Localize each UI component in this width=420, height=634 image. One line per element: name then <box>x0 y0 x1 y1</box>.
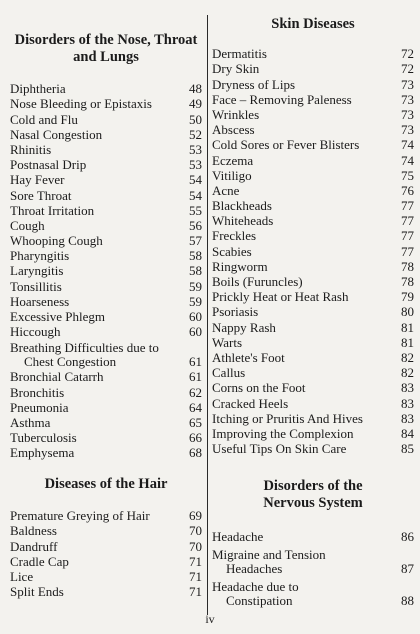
toc-entry <box>10 554 202 569</box>
toc-entry-title <box>212 214 392 228</box>
toc-entry-title-line: Sore Throat <box>10 187 72 203</box>
toc-entry-page-number: 55 <box>189 202 202 218</box>
toc-entry-title-line: Wrinkles <box>212 106 260 122</box>
toc-entry-page-number: 77 <box>401 228 414 244</box>
toc-entry-title <box>10 540 180 554</box>
toc-entry-title <box>10 341 180 369</box>
toc-entry-page-number: 87 <box>401 561 414 576</box>
toc-entry-page-number: 58 <box>189 263 202 279</box>
toc-entry <box>10 584 202 599</box>
toc-entry-title <box>10 113 180 127</box>
toc-entry-page-number: 82 <box>401 349 414 365</box>
toc-entry-page-number: 69 <box>189 508 202 524</box>
toc-entry-title <box>10 325 180 339</box>
toc-entry-title <box>212 580 392 608</box>
toc-entry-title <box>10 173 180 187</box>
toc-entry-title <box>10 264 180 278</box>
toc-entry <box>10 203 202 218</box>
toc-entry <box>212 92 414 107</box>
toc-entry-page-number: 76 <box>401 182 414 198</box>
toc-entry-title <box>212 275 392 289</box>
toc-entry-page-number: 57 <box>189 233 202 249</box>
toc-entry-page-number: 50 <box>189 111 202 127</box>
toc-entry-page-number: 66 <box>189 430 202 446</box>
toc-entry <box>212 76 414 91</box>
toc-entry-title <box>212 548 392 576</box>
toc-entry <box>10 157 202 172</box>
toc-entry-title-line: Hiccough <box>10 324 61 340</box>
toc-entry-page-number: 64 <box>189 399 202 415</box>
toc-entry-title-line: Cough <box>10 217 45 233</box>
toc-entry <box>212 259 414 274</box>
toc-entry-title <box>10 310 180 324</box>
toc-entry <box>212 198 414 213</box>
toc-entry-page-number: 62 <box>189 384 202 400</box>
toc-entry-title-line: Bronchial Catarrh <box>10 369 104 385</box>
toc-entry <box>10 248 202 263</box>
toc-entry-title-line: Split Ends <box>10 584 64 600</box>
toc-entry-title <box>10 401 180 415</box>
toc-entry-page-number: 70 <box>189 538 202 554</box>
toc-entry-title-line: Tonsillitis <box>10 278 62 294</box>
nervous-heading-wrap <box>212 478 414 512</box>
toc-entry <box>212 335 414 350</box>
toc-entry-title-line: Prickly Heat or Heat Rash <box>212 289 349 305</box>
toc-entry-title <box>10 234 180 248</box>
toc-entry <box>10 430 202 445</box>
toc-entry-title-line: Postnasal Drip <box>10 157 87 173</box>
toc-entry <box>212 441 414 456</box>
toc-entry-page-number: 49 <box>189 96 202 112</box>
toc-entry <box>10 339 202 369</box>
toc-entry-page-number: 72 <box>401 46 414 62</box>
toc-entry <box>10 294 202 309</box>
toc-entry-page-number: 54 <box>189 172 202 188</box>
toc-entry-title <box>10 158 180 172</box>
toc-entry <box>212 213 414 228</box>
toc-entry-title <box>212 412 392 426</box>
toc-entry-title <box>10 431 180 445</box>
toc-entry-page-number: 53 <box>189 141 202 157</box>
toc-entry-page-number: 56 <box>189 217 202 233</box>
toc-entry-title-line: Nose Bleeding or Epistaxis <box>10 96 152 112</box>
toc-entry <box>10 445 202 460</box>
toc-entry-page-number: 82 <box>401 365 414 381</box>
toc-entry-page-number: 60 <box>189 309 202 324</box>
toc-entry <box>212 274 414 289</box>
toc-entry-title-line: Pharyngitis <box>10 248 70 264</box>
toc-entry-title-line: Headache <box>212 529 264 544</box>
toc-entry-title-line: Cold and Flu <box>10 111 78 127</box>
toc-entry <box>10 187 202 202</box>
column-divider <box>207 15 208 615</box>
toc-entry <box>212 243 414 258</box>
toc-entry-title-line: Bronchitis <box>10 384 65 400</box>
toc-entry <box>10 218 202 233</box>
toc-entry <box>212 183 414 198</box>
toc-entry-title <box>10 143 180 157</box>
toc-entry <box>10 523 202 538</box>
toc-entry-page-number: 78 <box>401 258 414 274</box>
toc-entry-title-line: Laryngitis <box>10 263 64 279</box>
toc-entry-title <box>10 416 180 430</box>
toc-entry-title <box>212 184 392 198</box>
toc-entry-title-line: Callus <box>212 365 246 381</box>
toc-entry <box>10 81 202 96</box>
toc-entry-page-number: 71 <box>189 553 202 569</box>
toc-entry-title-line: Scabies <box>212 243 252 259</box>
toc-entry <box>10 400 202 415</box>
toc-entry-page-number: 83 <box>401 395 414 411</box>
toc-entry-page-number: 83 <box>401 380 414 396</box>
toc-entry-title-line: Cradle Cap <box>10 553 69 569</box>
toc-entry-page-number: 73 <box>401 122 414 138</box>
toc-entry-title-line: Tuberculosis <box>10 430 77 446</box>
toc-entry-title-line: Itching or Pruritis And Hives <box>212 410 363 426</box>
toc-entry-title <box>212 336 392 350</box>
toc-entry-page-number: 73 <box>401 91 414 107</box>
toc-entry <box>10 384 202 399</box>
toc-entry-title-line: Warts <box>212 334 242 350</box>
toc-entry-title <box>212 381 392 395</box>
toc-entry-title <box>212 245 392 259</box>
toc-entry-title <box>10 524 180 538</box>
toc-entry-title <box>212 305 392 319</box>
toc-entry-title <box>10 82 180 96</box>
toc-entry-page-number: 81 <box>401 319 414 335</box>
toc-entry-title-line: Breathing Difficulties due to <box>10 340 159 356</box>
toc-entry-title <box>212 229 392 243</box>
toc-entry <box>212 152 414 167</box>
toc-entry-title-line: Diphtheria <box>10 81 66 97</box>
toc-entry <box>212 527 414 544</box>
toc-entry-title <box>212 123 392 137</box>
toc-entry-title <box>212 442 392 456</box>
toc-entry <box>212 61 414 76</box>
toc-entry-title <box>212 366 392 380</box>
toc-entry-page-number: 73 <box>401 76 414 92</box>
toc-entry-title-line: Dry Skin <box>212 61 260 77</box>
toc-entry <box>212 350 414 365</box>
toc-entry-title-line: Hay Fever <box>10 172 65 188</box>
toc-entry-title <box>10 204 180 218</box>
toc-entry-page-number: 78 <box>401 274 414 289</box>
toc-entry-title <box>212 427 392 441</box>
toc-entry-title-line: Athlete's Foot <box>212 349 285 365</box>
toc-entry-page-number: 68 <box>189 445 202 461</box>
toc-entry <box>10 96 202 111</box>
toc-entry-title <box>212 260 392 274</box>
right-column <box>212 16 414 33</box>
toc-entry-title <box>10 280 180 294</box>
toc-entry <box>212 576 414 608</box>
toc-entry <box>212 289 414 304</box>
toc-entry-title <box>10 386 180 400</box>
toc-entry-title-line: Acne <box>212 182 240 198</box>
section-heading-skin: Skin Diseases <box>271 16 355 32</box>
toc-entry <box>10 538 202 553</box>
toc-entry-title-line: Headache due to <box>212 579 299 594</box>
toc-entry-title <box>212 397 392 411</box>
toc-entry <box>212 319 414 334</box>
toc-entry-title-line: Whooping Cough <box>10 233 103 249</box>
toc-entry <box>10 127 202 142</box>
toc-entry-title <box>10 128 180 142</box>
toc-entry-title <box>10 249 180 263</box>
toc-entry-title-line: Dandruff <box>10 538 58 554</box>
toc-entry-page-number: 65 <box>189 414 202 430</box>
toc-entry-title <box>212 530 392 544</box>
toc-entry <box>212 122 414 137</box>
toc-entry <box>10 369 202 384</box>
toc-entry-title <box>212 138 392 152</box>
toc-entry <box>10 324 202 339</box>
toc-entry-page-number: 84 <box>401 425 414 441</box>
toc-entry <box>212 365 414 380</box>
toc-entry-page-number: 74 <box>401 152 414 168</box>
toc-entry-page-number: 59 <box>189 278 202 294</box>
toc-entry <box>10 569 202 584</box>
toc-entry <box>212 544 414 576</box>
toc-entry-title <box>212 47 392 61</box>
toc-entry-title <box>10 97 180 111</box>
toc-entry-title <box>10 189 180 203</box>
toc-entry <box>212 228 414 243</box>
toc-entry-title-line: Baldness <box>10 523 57 539</box>
toc-entry-title-continuation: Headaches <box>226 561 283 576</box>
toc-entry-title-line: Face – Removing Paleness <box>212 91 352 107</box>
section-heading-nose-throat-lungs: Disorders of the Nose, Throat and Lungs <box>14 32 198 65</box>
toc-entry-page-number: 79 <box>401 289 414 305</box>
toc-entry-title-line: Nasal Congestion <box>10 126 103 142</box>
toc-entry <box>212 168 414 183</box>
toc-entry-page-number: 61 <box>189 369 202 385</box>
left-column <box>10 32 202 66</box>
toc-entry-page-number: 80 <box>401 304 414 320</box>
toc-entry-title-line: Abscess <box>212 122 255 138</box>
toc-entry <box>212 46 414 61</box>
toc-entry-page-number: 48 <box>189 81 202 97</box>
toc-entry-title-line: Asthma <box>10 414 51 430</box>
nervous-system-list <box>212 527 414 608</box>
toc-entry <box>212 426 414 441</box>
toc-entry-title <box>212 290 392 304</box>
toc-entry-title <box>212 351 392 365</box>
toc-entry-title <box>212 78 392 92</box>
toc-entry-title-line: Lice <box>10 568 34 584</box>
toc-entry-title-line: Psoriasis <box>212 304 259 320</box>
toc-entry <box>212 107 414 122</box>
toc-entry-page-number: 53 <box>189 157 202 173</box>
toc-entry-title-line: Corns on the Foot <box>212 380 306 396</box>
nose-throat-lungs-list <box>10 81 202 460</box>
toc-entry-title <box>10 509 180 523</box>
toc-entry <box>10 111 202 126</box>
toc-entry-title <box>212 62 392 76</box>
toc-entry-page-number: 70 <box>189 523 202 539</box>
toc-entry <box>212 137 414 152</box>
toc-entry <box>10 263 202 278</box>
toc-entry-title-line: Freckles <box>212 228 257 244</box>
toc-entry-title <box>212 169 392 183</box>
toc-entry-title <box>10 570 180 584</box>
toc-entry-page-number: 75 <box>401 167 414 183</box>
toc-entry-page-number: 77 <box>401 198 414 214</box>
toc-entry <box>10 233 202 248</box>
page-number: iv <box>205 612 215 626</box>
toc-entry-page-number: 61 <box>189 354 202 370</box>
toc-entry <box>10 278 202 293</box>
hair-heading-wrap <box>10 476 202 493</box>
toc-entry-title-line: Premature Greying of Hair <box>10 508 150 524</box>
toc-entry-title-line: Throat Irritation <box>10 202 95 218</box>
toc-entry-title-line: Eczema <box>212 152 254 168</box>
toc-entry <box>10 142 202 157</box>
toc-entry-title-continuation: Constipation <box>226 593 293 608</box>
toc-entry-title-line: Nappy Rash <box>212 319 276 335</box>
toc-entry-title-line: Cold Sores or Fever Blisters <box>212 137 360 153</box>
toc-entry-title <box>10 585 180 599</box>
toc-entry-page-number: 85 <box>401 441 414 457</box>
toc-entry <box>10 309 202 324</box>
toc-entry-title <box>10 370 180 384</box>
section-heading-hair: Diseases of the Hair <box>44 476 168 492</box>
toc-entry-title-line: Emphysema <box>10 445 75 461</box>
toc-entry-title <box>212 93 392 107</box>
toc-entry-title-line: Dermatitis <box>212 46 267 62</box>
toc-entry-title <box>212 108 392 122</box>
toc-entry <box>212 380 414 395</box>
toc-entry-page-number: 81 <box>401 334 414 350</box>
toc-entry-page-number: 52 <box>189 126 202 142</box>
toc-entry-title <box>212 199 392 213</box>
hair-list <box>10 508 202 599</box>
toc-entry-page-number: 73 <box>401 106 414 122</box>
toc-entry-page-number: 74 <box>401 137 414 153</box>
toc-entry-title-line: Boils (Furuncles) <box>212 274 303 289</box>
toc-entry-title-line: Improving the Complexion <box>212 425 354 441</box>
toc-entry-title-line: Blackheads <box>212 198 272 214</box>
toc-entry-title <box>10 555 180 569</box>
skin-diseases-list <box>212 46 414 456</box>
toc-entry-title <box>212 321 392 335</box>
toc-entry-title <box>10 295 180 309</box>
toc-entry-page-number: 77 <box>401 243 414 259</box>
toc-entry-page-number: 83 <box>401 410 414 426</box>
toc-entry-page-number: 60 <box>189 324 202 340</box>
toc-entry <box>212 304 414 319</box>
toc-entry-page-number: 72 <box>401 61 414 77</box>
toc-entry-title-line: Excessive Phlegm <box>10 309 105 324</box>
toc-entry-title-line: Migraine and Tension <box>212 547 326 562</box>
toc-entry <box>10 172 202 187</box>
toc-entry-page-number: 77 <box>401 213 414 229</box>
toc-entry-title-line: Ringworm <box>212 258 268 274</box>
toc-entry <box>10 508 202 523</box>
toc-entry-title-line: Pneumonia <box>10 399 69 415</box>
toc-entry <box>212 411 414 426</box>
toc-entry-title <box>10 219 180 233</box>
toc-entry <box>212 395 414 410</box>
toc-entry-title-continuation: Chest Congestion <box>24 354 117 370</box>
toc-entry-title <box>212 154 392 168</box>
toc-entry-title-line: Vitiligo <box>212 167 252 183</box>
toc-entry-title-line: Rhinitis <box>10 141 52 157</box>
toc-entry-title-line: Useful Tips On Skin Care <box>212 441 347 457</box>
toc-entry-title-line: Dryness of Lips <box>212 76 296 92</box>
toc-entry-title-line: Whiteheads <box>212 213 274 229</box>
toc-entry-page-number: 71 <box>189 584 202 600</box>
toc-entry-title <box>10 446 180 460</box>
toc-entry-page-number: 54 <box>189 187 202 203</box>
toc-entry-page-number: 88 <box>401 593 414 608</box>
toc-entry-page-number: 86 <box>401 529 414 544</box>
toc-entry-page-number: 58 <box>189 248 202 264</box>
toc-entry-title-line: Cracked Heels <box>212 395 289 411</box>
toc-entry <box>10 415 202 430</box>
toc-entry-page-number: 59 <box>189 293 202 309</box>
section-heading-nervous-system: Disorders of the Nervous System <box>263 478 363 511</box>
toc-entry-title-line: Hoarseness <box>10 293 70 309</box>
toc-entry-page-number: 71 <box>189 568 202 584</box>
